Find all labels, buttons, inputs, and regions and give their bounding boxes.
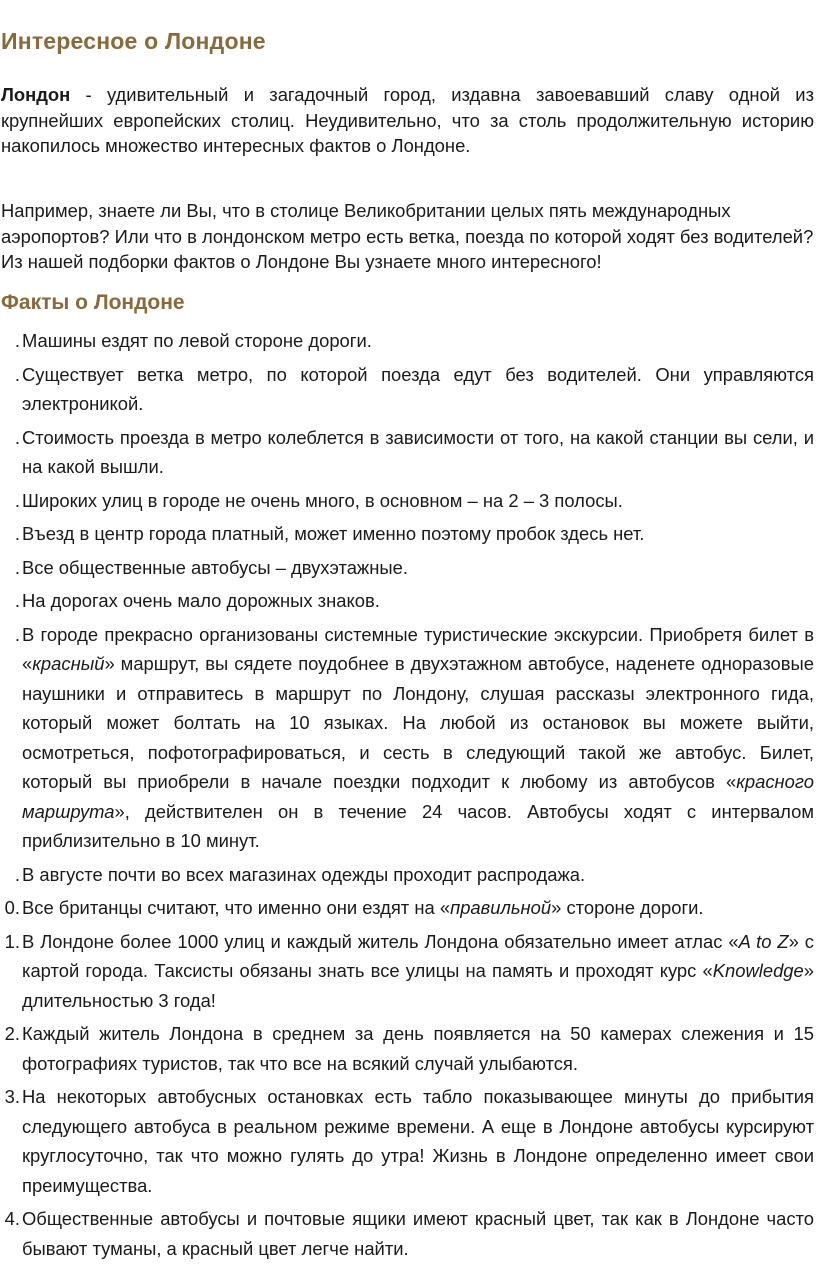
fact-text: Широких улиц в городе не очень много, в основном – на 2 – 3 полосы. bbox=[22, 489, 623, 511]
fact-number: 0. bbox=[4, 897, 20, 918]
fact-number: . bbox=[14, 590, 20, 611]
fact-text-fragment: », действителен он в течение 24 часов. Автобусы ходят с интервалом приблизительно в 10 минут. bbox=[22, 800, 814, 851]
fact-number: . bbox=[14, 623, 20, 645]
fact-item bbox=[0, 860, 816, 890]
fact-italic-fragment: правильной bbox=[450, 897, 552, 918]
fact-text-fragment: » стороне дороги. bbox=[551, 897, 704, 918]
fact-text: Стоимость проезда в метро колеблется в зависимости от того, на какой станции вы сели, и на какой вышли. bbox=[22, 426, 814, 477]
fact-item bbox=[0, 927, 816, 1016]
intro-text: - удивительный и загадочный город, издавна завоевавший славу одной из крупнейших европейских столиц. Неудивительно, что за столь продолжительную историю накопилось множество интересных фактов о Лондоне. bbox=[1, 84, 814, 156]
fact-item bbox=[0, 1204, 816, 1263]
fact-text: В августе почти во всех магазинах одежды проходит распродажа. bbox=[22, 863, 586, 885]
intro-bold-word: Лондон bbox=[1, 84, 71, 105]
fact-item bbox=[0, 486, 816, 516]
fact-text-fragment: » с картой города. Таксисты обязаны знать все улицы на память и проходят курс « bbox=[22, 930, 814, 981]
fact-number: . bbox=[14, 556, 20, 578]
second-paragraph: Например, знаете ли Вы, что в столице Великобритании целых пять международных аэропортов? Или что в лондонском метро есть ветка, поезда по которой ходят без водителей? Из нашей подборки фактов о Лондоне Вы узнаете много интересного! bbox=[1, 200, 814, 272]
fact-item bbox=[0, 553, 816, 583]
fact-number: 3. bbox=[4, 1086, 20, 1107]
fact-italic-fragment: красного маршрута bbox=[22, 771, 814, 822]
fact-item bbox=[0, 423, 816, 482]
fact-number: . bbox=[14, 523, 20, 544]
fact-text: На дорогах очень мало дорожных знаков. bbox=[22, 590, 380, 611]
fact-number: . bbox=[14, 863, 20, 885]
fact-number: . bbox=[14, 489, 20, 511]
fact-italic-fragment: красный bbox=[32, 653, 105, 674]
fact-italic-fragment: A to Z bbox=[738, 930, 789, 952]
fact-text-fragment: » маршрут, вы сядете поудобнее в двухэтажном автобусе, наденете одноразовые наушники и отправитесь в маршрут по Лондону, слушая рассказы электронного гида, который может болтать на 10 языках. На любой из остановок вы можете выйти, осмотреться, пофотографироваться, и сесть в следующий такой же автобус. Билет, который вы приобрели в начале поездки подходит к любому из автобусов « bbox=[22, 653, 814, 792]
fact-text bbox=[22, 620, 814, 856]
fact-italic-fragment: Knowledge bbox=[712, 960, 804, 981]
fact-text: На некоторых автобусных остановках есть табло показывающее минуты до прибытия следующего автобуса в реальном режиме времени. А еще в Лондоне автобусы курсируют круглосуточно, так что можно гулять до утра! Жизнь в Лондоне определенно имеет свои преимущества. bbox=[22, 1086, 814, 1196]
fact-text: Все общественные автобусы – двухэтажные. bbox=[22, 556, 408, 578]
fact-text bbox=[22, 927, 814, 1016]
fact-text-fragment: » длительностью 3 года! bbox=[22, 960, 814, 1011]
fact-number: . bbox=[14, 426, 20, 448]
fact-item bbox=[0, 1019, 816, 1078]
fact-item bbox=[0, 326, 816, 356]
fact-text: Общественные автобусы и почтовые ящики имеют красный цвет, так как в Лондоне часто бывают туманы, а красный цвет легче найти. bbox=[22, 1208, 814, 1259]
fact-item bbox=[0, 893, 816, 923]
fact-item bbox=[0, 360, 816, 419]
fact-text bbox=[22, 893, 814, 923]
fact-text: Машины ездят по левой стороне дороги. bbox=[22, 330, 372, 351]
fact-item bbox=[0, 519, 816, 549]
fact-number: 4. bbox=[4, 1208, 20, 1229]
intro-paragraph bbox=[1, 82, 814, 159]
page-title: Интересное о Лондоне bbox=[1, 28, 266, 54]
fact-number: . bbox=[14, 363, 20, 385]
fact-text-fragment: В городе прекрасно организованы системные туристические экскурсии. Приобретя билет в « bbox=[22, 623, 814, 674]
fact-text: Существует ветка метро, по которой поезда едут без водителей. Они управляются электроникой. bbox=[22, 363, 814, 414]
fact-text: Каждый житель Лондона в среднем за день появляется на 50 камерах слежения и 15 фотографиях туристов, так что все на всякий случай улыбаются. bbox=[22, 1023, 814, 1074]
fact-text-fragment: В Лондоне более 1000 улиц и каждый житель Лондона обязательно имеет атлас « bbox=[22, 930, 739, 952]
fact-number: 1. bbox=[4, 930, 20, 952]
section-title: Факты о Лондоне bbox=[1, 291, 185, 314]
fact-item bbox=[0, 1082, 816, 1200]
facts-list bbox=[0, 326, 816, 1267]
fact-number: . bbox=[14, 330, 20, 351]
fact-item bbox=[0, 586, 816, 616]
fact-text: Въезд в центр города платный, может именно поэтому пробок здесь нет. bbox=[22, 523, 645, 544]
fact-number: 2. bbox=[4, 1023, 20, 1044]
fact-item bbox=[0, 620, 816, 856]
fact-text-fragment: Все британцы считают, что именно они ездят на « bbox=[22, 897, 451, 918]
